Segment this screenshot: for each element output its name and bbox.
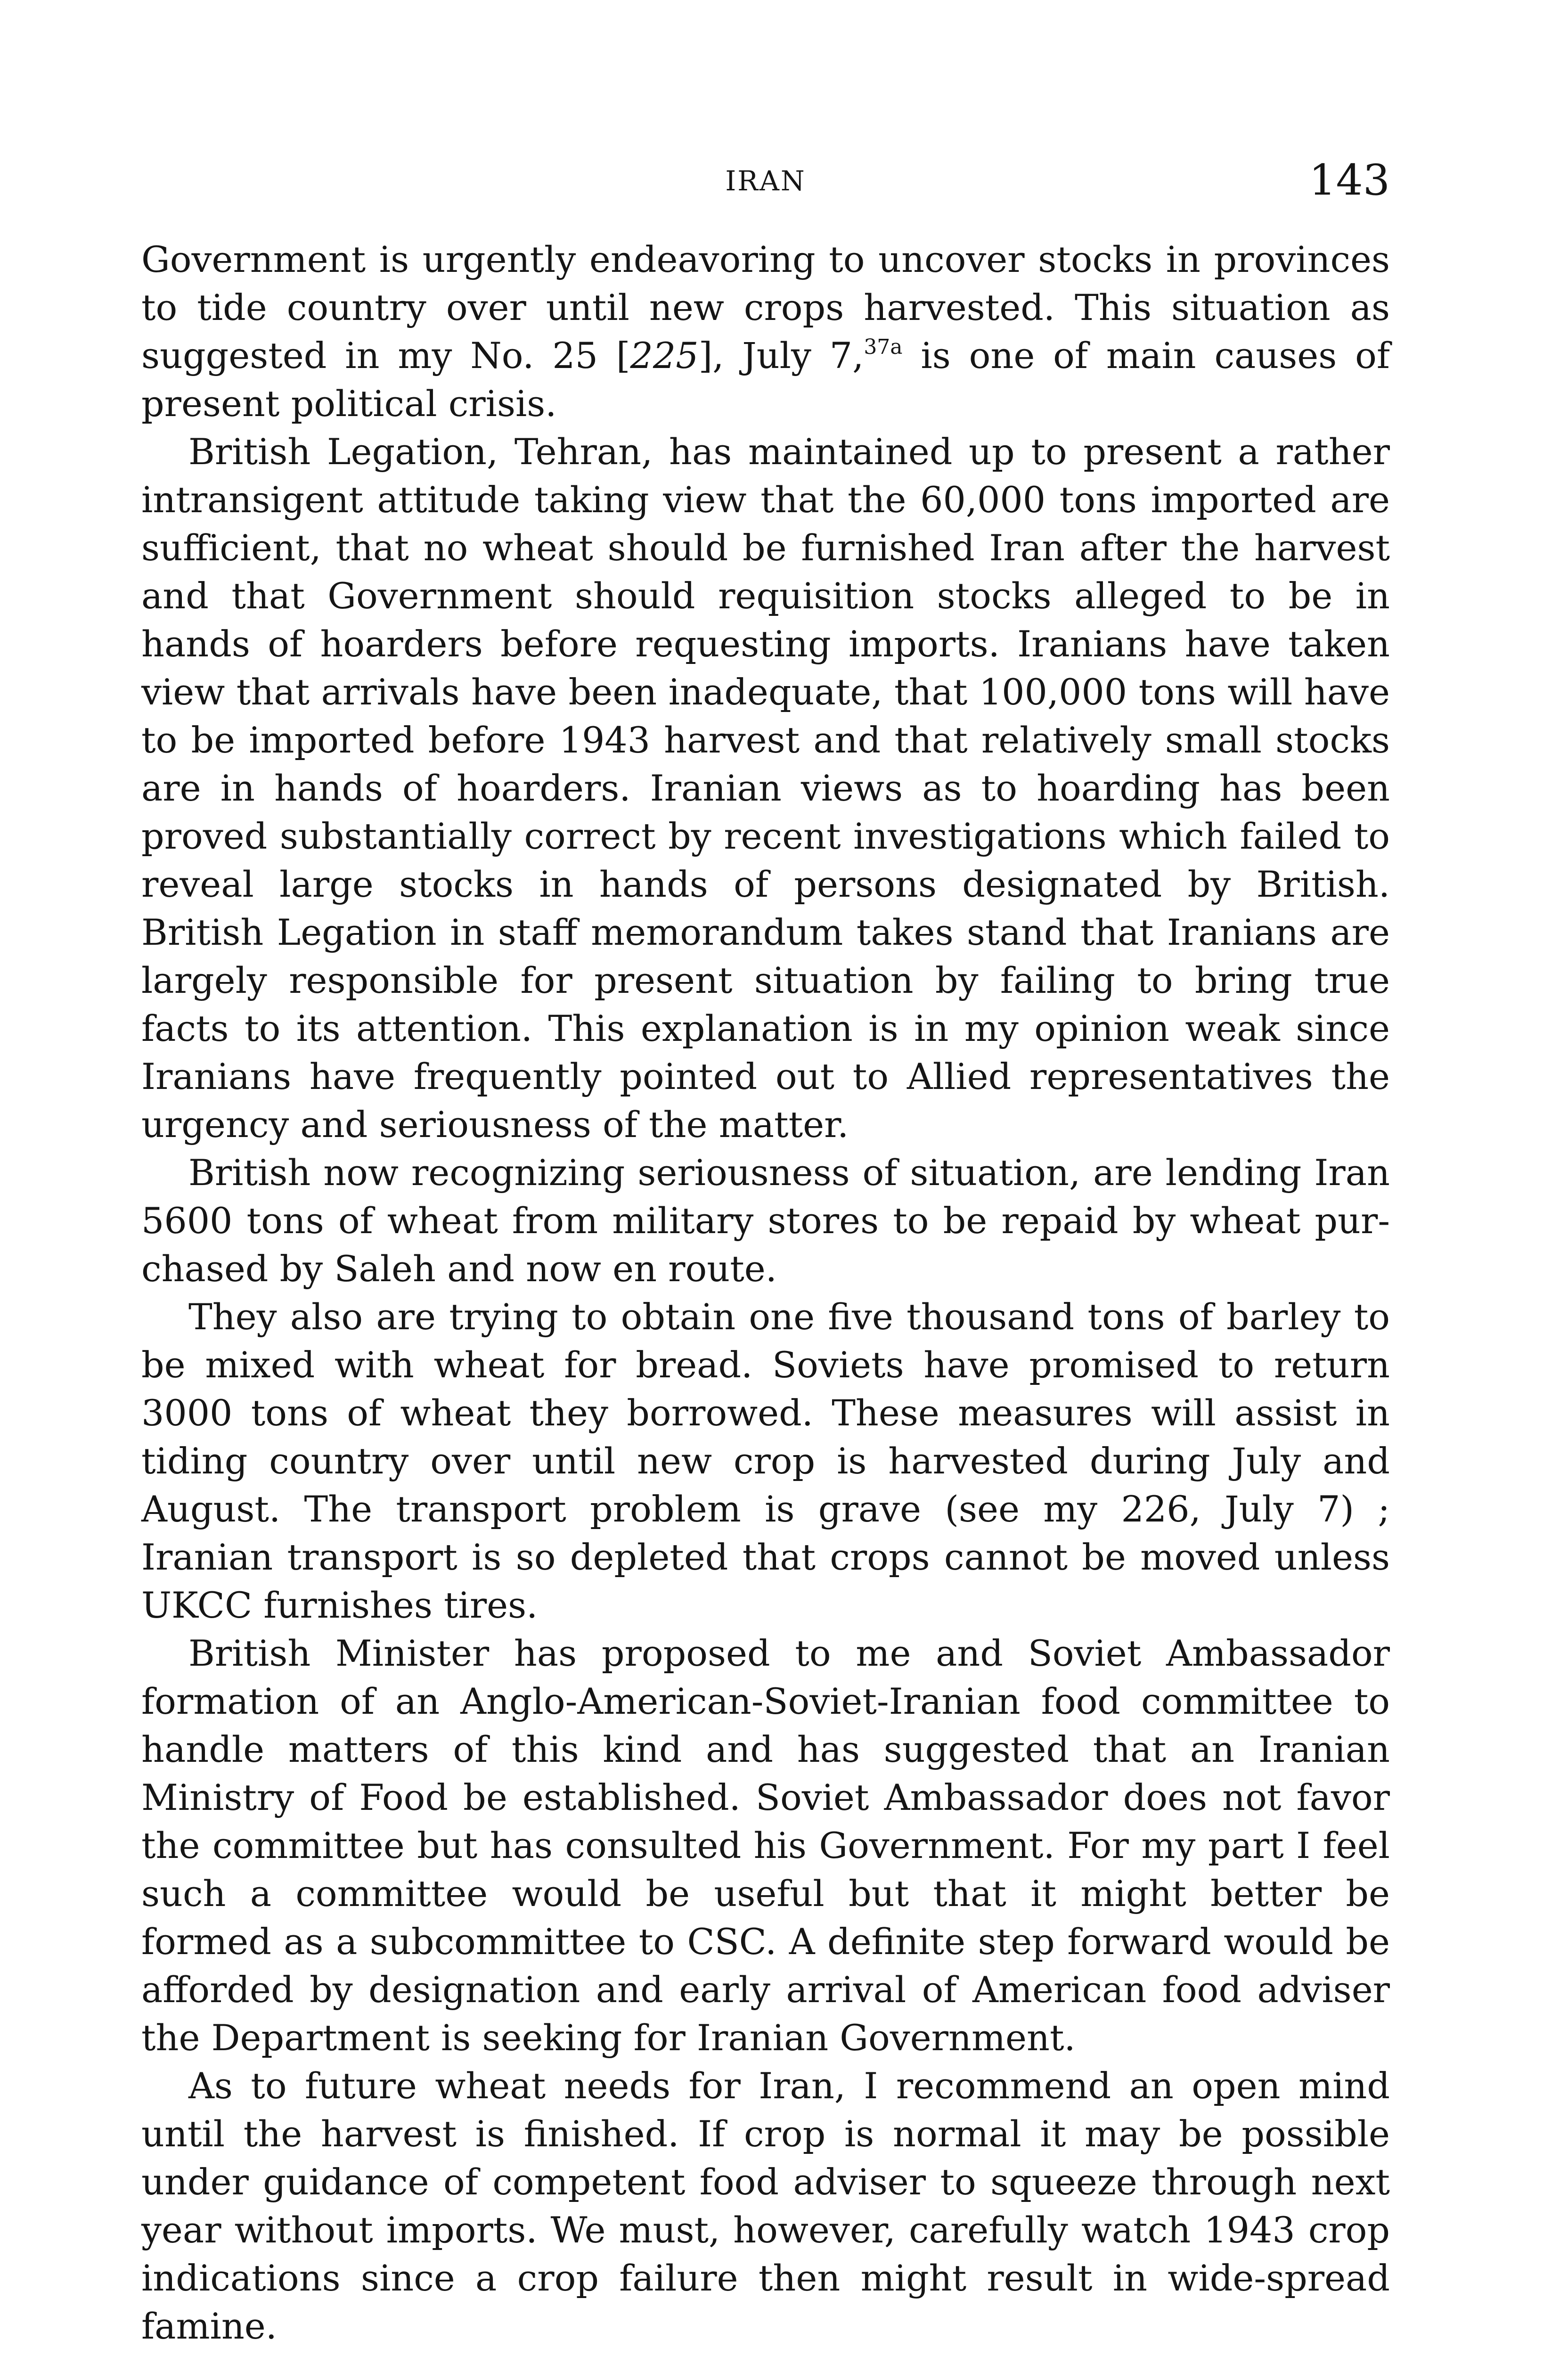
paragraph-4: They also are trying to obtain one five thousand tons of barley to be mixed with wheat for bread. Soviets have promised to return 3000 tons of wheat they borrowed. These measures will assist in tiding country over until new crop is harvested during July and August. The transport problem is grave (see my 226, July 7) ; Iranian transport is so depleted that crops cannot be moved unless UKCC furnishes tires. xyxy=(141,1296,1390,1626)
paragraph-1-end: is one of main causes of present political crisis. xyxy=(141,335,1390,425)
paragraph-2: British Legation, Tehran, has maintained up to present a rather intransigent attitude taking view that the 60,000 tons imported are sufficient, that no wheat should be furnished Iran after the harvest and that Government should requisition stocks alleged to be in hands of hoarders before requesting imports. Iranians have taken view that arrivals have been inadequate, that 100,000 tons will have to be imported before 1943 harvest and that relatively small stocks are in hands of hoarders. Iranian views as to hoarding has been proved substantially correct by recent investigations which failed to reveal large stocks in hands of persons designated by British. British Legation in staff memorandum takes stand that Iranians are largely responsible for present situation by failing to bring true facts to its attention. This explanation is in my opinion weak since Iranians have frequently pointed out to Allied representatives the urgency and seriousness of the matter. xyxy=(141,431,1390,1145)
paragraph-5: British Minister has proposed to me and Soviet Ambassador formation of an Anglo-American-Soviet-Iranian food committee to handle matters of this kind and has suggested that an Iranian Ministry of Food be established. Soviet Ambassador does not favor the committee but has consulted his Government. For my part I feel such a committee would be useful but that it might better be formed as a subcommittee to CSC. A definite step forward would be afforded by designation and early arrival of American food adviser the Department is seeking for Iranian Government. xyxy=(141,1632,1390,2059)
paragraph-1-start: Government is urgently endeavoring to uncover stocks in provinces to tide country over until new crops harvested. This situation as suggested in my No. 25 [ xyxy=(141,238,1390,376)
body-text xyxy=(141,236,1390,2350)
running-title: IRAN xyxy=(725,165,806,197)
document-reference: 225 xyxy=(630,335,699,376)
footnote-reference: 37a xyxy=(864,335,903,359)
paragraph-1-date: ], July 7, xyxy=(698,335,864,376)
page-number: 143 xyxy=(1309,155,1390,205)
paragraph-6: As to future wheat needs for Iran, I recommend an open mind until the harvest is finished. If crop is normal it may be possible under guidance of competent food adviser to squeeze through next year without imports. We must, however, carefully watch 1943 crop indications since a crop failure then might result in wide-spread famine. xyxy=(141,2065,1390,2347)
paragraph-3: British now recognizing seriousness of situation, are lending Iran 5600 tons of wheat from military stores to be repaid by wheat purchased by Saleh and now en route. xyxy=(141,1152,1390,1290)
running-head xyxy=(141,155,1390,207)
paragraph-1 xyxy=(141,236,1390,428)
